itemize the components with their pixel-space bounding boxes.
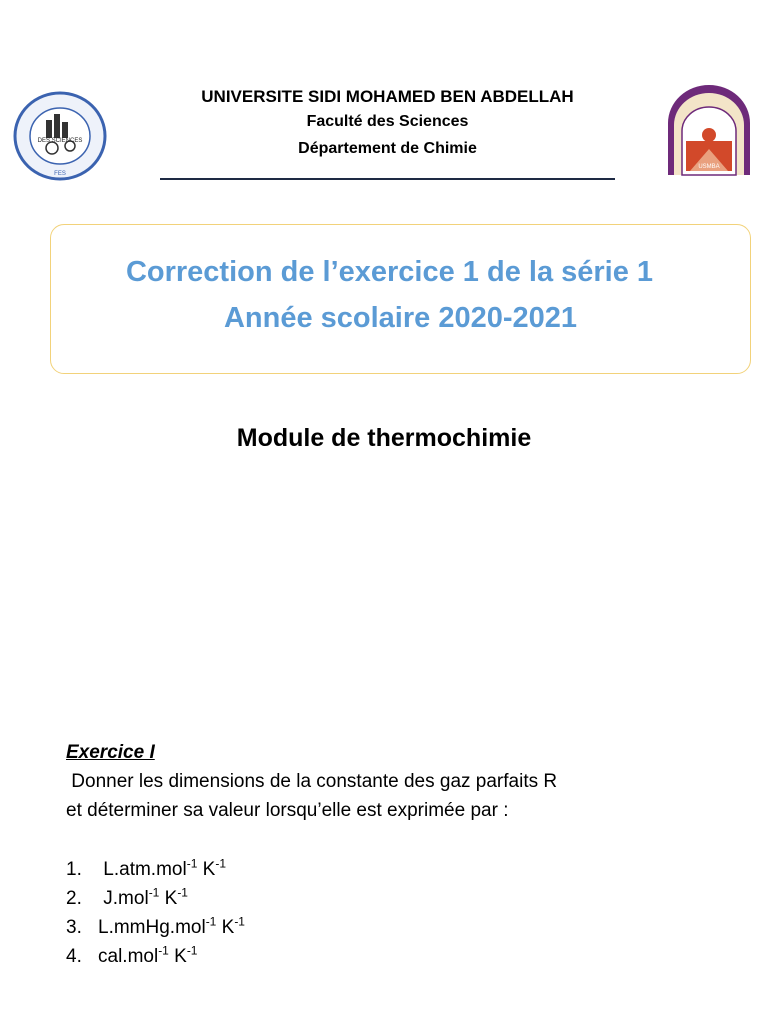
unit-exponent: -1 bbox=[234, 914, 245, 929]
faculty-seal-logo bbox=[12, 90, 112, 182]
institution-header bbox=[160, 86, 615, 162]
exercise-section bbox=[66, 738, 726, 971]
list-item bbox=[66, 942, 726, 971]
correction-title: Correction de l’exercice 1 de la série 1 bbox=[125, 256, 654, 288]
unit-exponent: -1 bbox=[177, 885, 188, 900]
title-box bbox=[50, 224, 751, 374]
seal-bottom-text: FES bbox=[54, 171, 66, 177]
unit-base: L.atm.mol bbox=[98, 859, 187, 880]
unit-kelvin: K bbox=[197, 859, 216, 880]
header-divider bbox=[160, 178, 615, 180]
unit-kelvin: K bbox=[216, 917, 235, 938]
unit-base: L.mmHg.mol bbox=[98, 917, 206, 938]
list-item bbox=[66, 913, 726, 942]
faculty-name: Faculté des Sciences bbox=[306, 113, 469, 130]
university-emblem-logo bbox=[660, 85, 758, 177]
unit-exponent: -1 bbox=[158, 943, 169, 958]
unit-kelvin: K bbox=[168, 946, 187, 967]
unit-kelvin: K bbox=[159, 888, 178, 909]
department-name: Département de Chimie bbox=[298, 140, 477, 157]
exercise-heading: Exercice I bbox=[66, 742, 155, 763]
seal-inner-text: DES SCIENCES bbox=[37, 138, 83, 144]
units-list bbox=[66, 855, 726, 971]
university-name: UNIVERSITE SIDI MOHAMED BEN ABDELLAH bbox=[201, 87, 574, 106]
unit-exponent: -1 bbox=[215, 856, 226, 871]
item-number: 2. bbox=[66, 888, 82, 909]
item-number: 1. bbox=[66, 859, 82, 880]
unit-exponent: -1 bbox=[186, 856, 198, 871]
unit-exponent: -1 bbox=[148, 885, 160, 900]
item-number: 4. bbox=[66, 946, 82, 967]
unit-base: J.mol bbox=[98, 888, 149, 909]
school-year-title: Année scolaire 2020-2021 bbox=[223, 302, 578, 334]
item-number: 3. bbox=[66, 917, 82, 938]
exercise-text-line-1: Donner les dimensions de la constante des gaz parfaits R bbox=[66, 771, 558, 792]
list-item bbox=[66, 855, 726, 884]
unit-exponent: -1 bbox=[186, 943, 198, 958]
exercise-text-line-2: et déterminer sa valeur lorsqu’elle est exprimée par : bbox=[66, 800, 509, 821]
unit-base: cal.mol bbox=[98, 946, 159, 967]
emblem-label: USMBA bbox=[698, 164, 720, 170]
list-item bbox=[66, 884, 726, 913]
unit-exponent: -1 bbox=[205, 914, 217, 929]
module-title: Module de thermochimie bbox=[236, 424, 532, 452]
